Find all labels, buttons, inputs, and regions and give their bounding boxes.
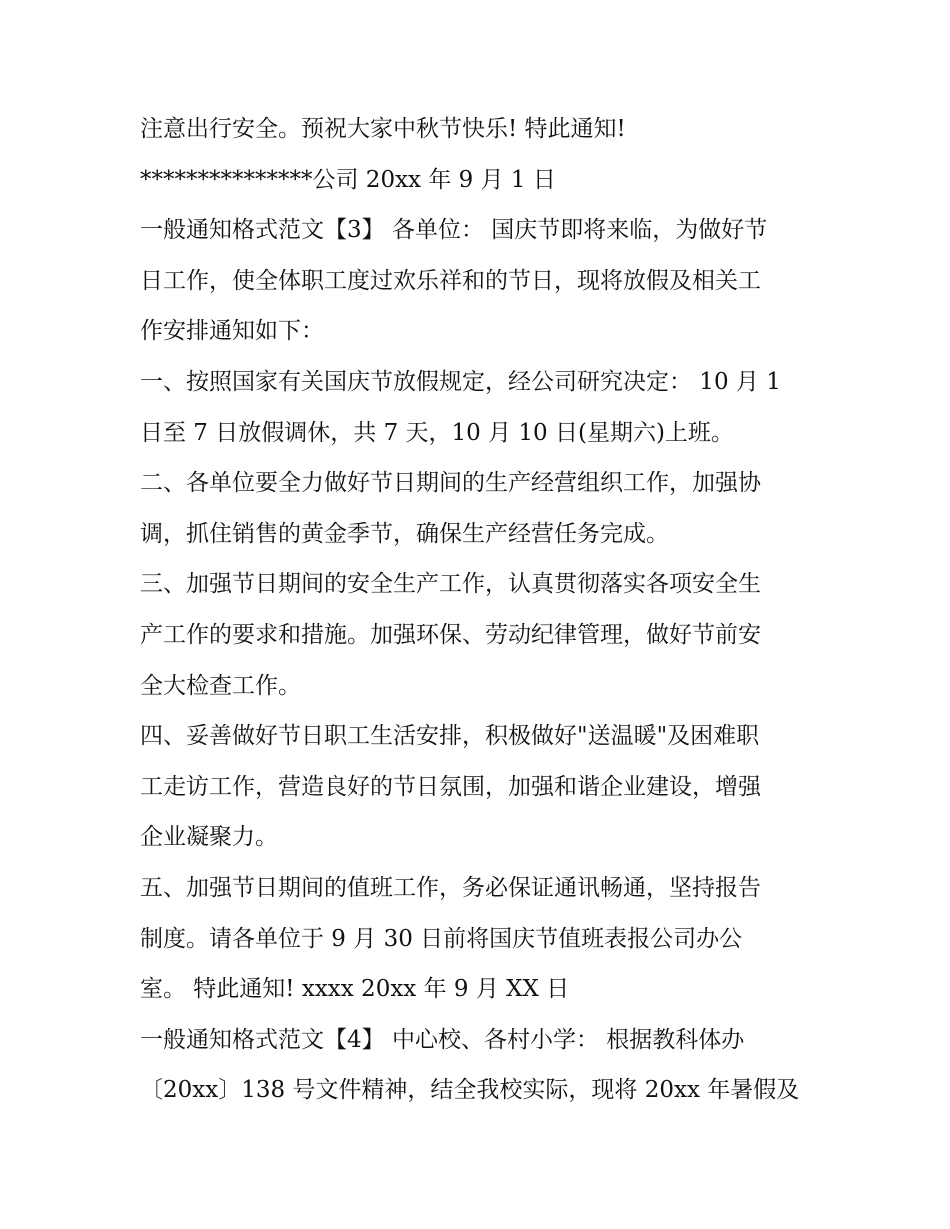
document-body bbox=[140, 104, 820, 1116]
text-line: 日工作，使全体职工度过欢乐祥和的节日，现将放假及相关工 bbox=[140, 267, 761, 294]
text-line: 一般通知格式范文【3】 各单位： 国庆节即将来临，为做好节 bbox=[140, 217, 768, 244]
text-line: ***************公司 20xx 年 9 月 1 日 bbox=[140, 166, 556, 193]
text-line: 产工作的要求和措施。加强环保、劳动纪律管理，做好节前安 bbox=[140, 621, 761, 648]
text-line: 工走访工作，营造良好的节日氛围，加强和谐企业建设，增强 bbox=[140, 773, 761, 800]
text-line: 三、加强节日期间的安全生产工作，认真贯彻落实各项安全生 bbox=[140, 571, 761, 598]
text-line: 调，抓住销售的黄金季节，确保生产经营任务完成。 bbox=[140, 520, 669, 547]
text-line: 日至 7 日放假调休，共 7 天，10 月 10 日(星期六)上班。 bbox=[140, 419, 734, 446]
text-line: 室。 特此通知! xxxx 20xx 年 9 月 XX 日 bbox=[140, 976, 570, 1003]
text-line: 二、各单位要全力做好节日期间的生产经营组织工作，加强协 bbox=[140, 470, 761, 497]
text-line: 企业凝聚力。 bbox=[140, 824, 278, 851]
text-line: 五、加强节日期间的值班工作，务必保证通讯畅通，坚持报告 bbox=[140, 874, 761, 901]
text-line: 作安排通知如下： bbox=[140, 318, 324, 345]
text-line: 四、妥善做好节日职工生活安排，积极做好"送温暖"及困难职 bbox=[140, 723, 760, 750]
text-line: 一般通知格式范文【4】 中心校、各村小学： 根据教科体办 bbox=[140, 1026, 745, 1053]
text-line: 注意出行安全。预祝大家中秋节快乐! 特此通知! bbox=[140, 116, 626, 142]
text-line: 全大检查工作。 bbox=[140, 672, 301, 699]
text-line: 制度。请各单位于 9 月 30 日前将国庆节值班表报公司办公 bbox=[140, 925, 743, 952]
text-line: 一、按照国家有关国庆节放假规定，经公司研究决定： 10 月 1 bbox=[140, 368, 781, 395]
text-line: 〔20xx〕138 号文件精神，结全我校实际，现将 20xx 年暑假及 bbox=[140, 1077, 800, 1104]
